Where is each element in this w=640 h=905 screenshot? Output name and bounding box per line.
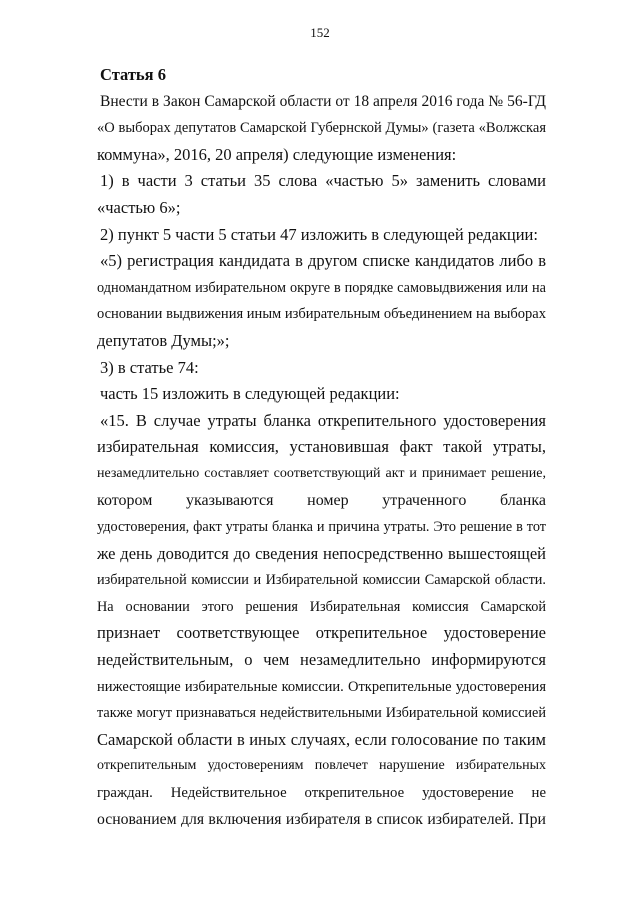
- text-line: «О выборах депутатов Самарской Губернской Думы» (газета «Волжская: [97, 120, 546, 137]
- text-line: котором указываются номер утраченного бланка: [97, 491, 546, 509]
- text-line: «5) регистрация кандидата в другом списке кандидатов либо в: [100, 251, 546, 271]
- text-line: же день доводится до сведения непосредственно вышестоящей: [97, 543, 546, 563]
- text-line: Внести в Закон Самарской области от 18 апреля 2016 года № 56-ГД: [100, 92, 546, 110]
- text-line: 3) в статье 74:: [100, 357, 199, 377]
- text-line: избирательная комиссия, установившая факт такой утраты,: [97, 437, 546, 457]
- text-line: нижестоящие избирательные комиссии. Открепительные удостоверения: [97, 678, 546, 695]
- text-line: одномандатном избирательном округе в порядке самовыдвижения или на: [97, 279, 546, 296]
- text-line: Самарской области в иных случаях, если голосование по таким: [97, 729, 546, 749]
- text-line: граждан. Недействительное открепительное удостоверение не: [97, 785, 546, 802]
- text-line: открепительным удостоверениям повлечет нарушение избирательных: [97, 758, 546, 774]
- text-line: «частью 6»;: [97, 197, 181, 217]
- text-line: недействительным, о чем незамедлительно информируются: [97, 650, 546, 670]
- document-body: [97, 62, 546, 833]
- article-title: Статья 6: [100, 65, 166, 84]
- text-line: избирательной комиссии и Избирательной комиссии Самарской области.: [97, 572, 546, 589]
- text-line: депутатов Думы;»;: [97, 330, 230, 350]
- text-line: основании выдвижения иным избирательным объединением на выборах: [97, 306, 546, 323]
- page-number: 152: [310, 25, 330, 40]
- article-text: [97, 89, 546, 834]
- text-line: основанием для включения избирателя в список избирателей. При: [97, 810, 546, 828]
- text-line: На основании этого решения Избирательная комиссия Самарской: [97, 598, 546, 615]
- text-line: удостоверения, факт утраты бланка и причина утраты. Это решение в тот: [97, 519, 546, 536]
- text-line: коммуна», 2016, 20 апреля) следующие изменения:: [97, 144, 457, 164]
- text-line: часть 15 изложить в следующей редакции:: [100, 384, 400, 404]
- text-line: незамедлительно составляет соответствующий акт и принимает решение,: [97, 465, 546, 481]
- text-line: 2) пункт 5 части 5 статьи 47 изложить в следующей редакции:: [100, 224, 538, 244]
- text-line: «15. В случае утраты бланка открепительного удостоверения: [100, 410, 546, 430]
- text-line: признает соответствующее открепительное удостоверение: [97, 623, 546, 643]
- text-line: 1) в части 3 статьи 35 слова «частью 5» заменить словами: [100, 171, 546, 191]
- text-line: также могут признаваться недействительными Избирательной комиссией: [97, 705, 546, 722]
